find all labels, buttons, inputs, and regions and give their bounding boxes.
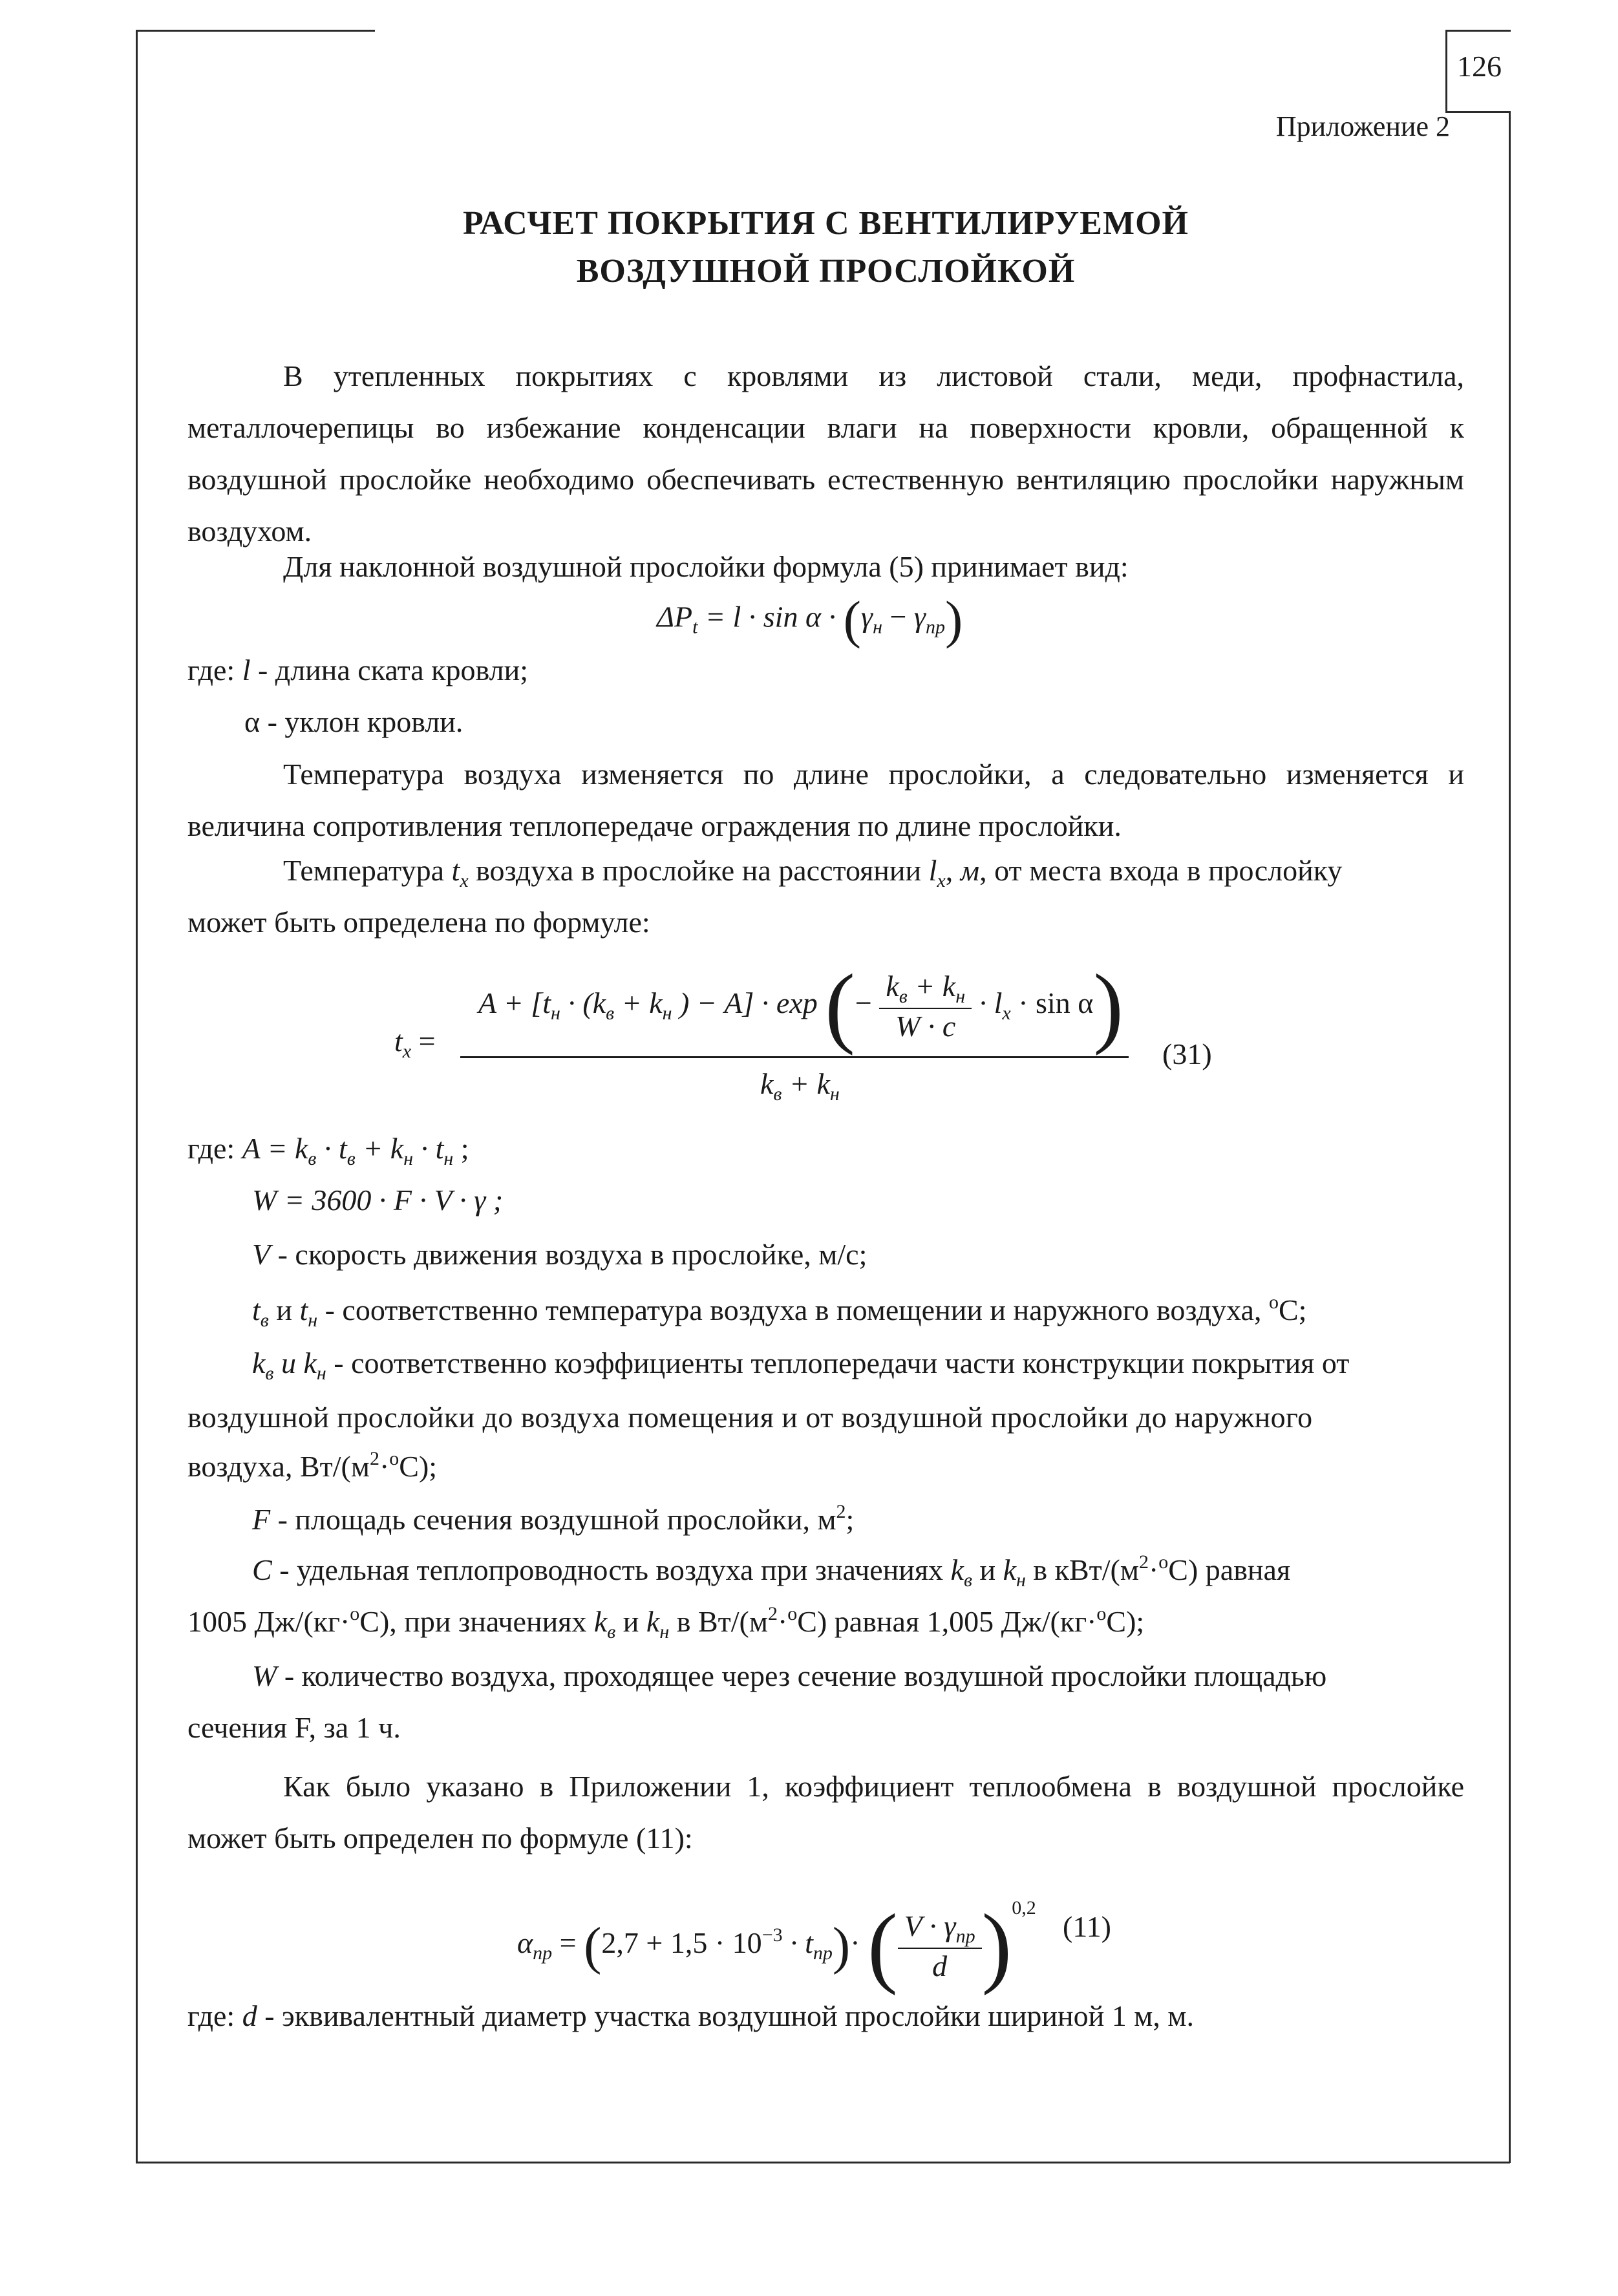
formula11-dot: · [850,1926,860,1960]
formula31-num-a-sub: н [551,1003,560,1025]
where-C-text2: в кВт/(м [1033,1553,1139,1586]
temp-tx-line2: может быть определена по формуле: [187,906,650,939]
formula31-inner-num-plus: + k [915,970,956,1003]
where-C-k1: k [950,1553,964,1586]
where-W: W = 3600 · F · V · γ ; [252,1184,504,1217]
formula31-den-sub1: в [773,1083,782,1105]
formula11-close-paren: ) [832,1916,851,1975]
page-number-box-top [1445,30,1511,32]
where-C-k3: k [593,1605,608,1638]
where-d-text: - эквивалентный диаметр участка воздушной прослойки шириной 1 м, м. [264,1999,1195,2032]
formula31-inner-num-sub1: в [899,986,908,1007]
where-t-text: - соответственно температура воздуха в помещении и наружного воздуха, [325,1293,1262,1326]
where-C-and2: и [623,1605,639,1638]
where-F-end: ; [846,1503,855,1536]
where-A-b: · t [323,1132,347,1165]
formula31-denominator [760,1067,840,1105]
formula5-open-paren: ( [843,590,861,649]
formula31-eq: = [418,1025,436,1058]
formula11-frac-open: ( [868,1896,898,1996]
formula31-lhs-t: t [394,1025,403,1058]
where-C-k3-sub: в [607,1621,616,1642]
temp-tx-symbol: t [451,854,460,887]
where-C-line2e: С) равная 1,005 Дж/(кг· [797,1605,1097,1638]
where-t-s1: t [252,1293,261,1326]
formula11-frac-close: ) [981,1896,1012,1996]
formula5-minus: − [889,600,907,633]
formula31-inner-num [879,969,972,1009]
formula11-fraction [898,1909,982,1983]
where-k-line3a: воздуха, Вт/(м [187,1450,370,1483]
where-C-k4-sub: н [659,1621,670,1642]
formula31-num-b-sub: в [606,1003,615,1025]
temp-tx-part2: воздуха в прослойке на расстоянии [476,854,922,887]
where-C-line1 [252,1551,1290,1591]
where-k-line1 [252,1346,1349,1385]
where-t-s2-sub: н [308,1310,318,1331]
where-k-line2: воздушной прослойки до воздуха помещения и от воздушной прослойки до наружного [187,1401,1313,1434]
where-k-and: и [281,1346,296,1379]
appendix-label: Приложение 2 [1275,111,1450,142]
formula31-num-a: A + [t [478,986,551,1020]
where-C-text3: С) равная [1168,1553,1291,1586]
formula11-exp: 0,2 [1012,1897,1036,1919]
where-l [187,653,528,687]
where-k-line3sup2: о [389,1448,399,1469]
where-C-sup1: 2 [1138,1551,1149,1573]
where-Wq-text: - количество воздуха, проходящее через сечение воздушной прослойки площадью [284,1659,1327,1692]
formula11-b-sub: пр [813,1942,833,1964]
where-C-line2f: С); [1106,1605,1145,1638]
where-A-s3: н [403,1148,414,1169]
where-t-unit: С; [1278,1293,1307,1326]
formula-11 [517,1894,1036,1998]
where-A-e: ; [460,1132,469,1165]
where-A-a: A = k [242,1132,308,1165]
formula5-gamma-h: γ [860,600,873,633]
formula31-inner-minus: − [855,986,872,1020]
where-Wq-symbol: W [252,1659,277,1692]
formula31-exp-open: ( [825,956,855,1056]
temp-paragraph: Температура воздуха изменяется по длине прослойки, а следовательно изменяется и величина сопротивления теплопередаче ограждения по длине прослойки. [187,758,1464,842]
formula5-gamma-pr-sub: пр [926,616,946,638]
where-l-prefix: где: [187,654,235,686]
formula11-num-text: V · γ [904,1909,956,1942]
where-k-s1-sub: в [265,1363,274,1384]
formula5-intro: Для наклонной воздушной прослойки формула (5) принимает вид: [283,550,1129,583]
temp-lx-symbol: l [928,854,937,887]
where-C-sup2: о [1158,1551,1169,1573]
where-d-prefix: где: [187,1999,235,2032]
formula31-inner-fraction [879,969,972,1043]
title-line-2: ВОЗДУШНОЙ ПРОСЛОЙКОЙ [576,253,1076,290]
formula31-number: (31) [1162,1037,1212,1070]
where-F-text: - площадь сечения воздушной прослойки, м [277,1503,836,1536]
where-C-line2sup3: о [787,1603,798,1624]
formula5-lhs: ΔP [657,600,693,633]
where-l-text: - длина ската кровли; [257,654,528,686]
formula5-gamma-pr: γ [913,600,926,633]
where-C-line2 [187,1603,1144,1643]
formula31-num-d: ) − A] · exp [679,986,818,1020]
where-C-symbol: C [252,1553,272,1586]
where-t-deg: o [1268,1292,1279,1313]
where-C-line2d: · [777,1605,788,1638]
frame-bottom-border [136,2162,1510,2163]
formula31-numerator [478,954,1123,1058]
title-line-1: РАСЧЕТ ПОКРЫТИЯ С ВЕНТИЛИРУЕМОЙ [463,205,1189,242]
where-F-symbol: F [252,1503,271,1536]
where-alpha [244,705,463,739]
where-A-s1: в [308,1148,317,1169]
temp-tx-part1: Температура [283,854,445,887]
where-C-line2c: в Вт/(м [676,1605,768,1638]
where-d [187,1999,1194,2033]
formula31-num-c: + k [621,986,663,1020]
where-k-line3b: · [379,1450,390,1483]
page-number: 126 [1457,50,1502,83]
where-t [252,1292,1306,1332]
where-C-line2sup2: 2 [767,1603,778,1624]
where-Wq-line1 [252,1659,1326,1693]
formula31-exp-close: ) [1093,956,1123,1056]
where-C-k4: k [646,1605,660,1638]
where-A-s4: н [443,1148,454,1169]
where-C-line2a: 1005 Дж/(кг· [187,1605,350,1638]
formula11-den: d [932,1950,948,1982]
where-F [252,1501,854,1536]
where-V-text: - скорость движения воздуха в прослойке, м/с; [277,1238,868,1271]
formula11-num-sub: пр [955,1926,975,1947]
formula5-close-paren: ) [945,590,963,649]
where-k-s2-sub: н [316,1363,326,1384]
where-alpha-text: - уклон кровли. [267,705,463,738]
frame-right-border [1509,111,1511,2163]
intro-paragraph: В утепленных покрытиях с кровлями из листовой стали, меди, профнастила, металлочерепицы во избежание конденсации влаги на поверхности кровли, обращенной к воздушной прослойке необходимо обеспечивать естественную вентиляцию прослойки наружным воздухом. [187,359,1464,547]
formula11-lhs: α [517,1926,533,1960]
where-k-line3c: С); [399,1450,438,1483]
where-C-k1-sub: в [963,1569,972,1591]
temp-tx-part4: , от места входа в прослойку [979,854,1343,887]
formula31-den-sub2: н [829,1083,840,1105]
where-C-dot1: · [1148,1553,1159,1586]
where-V-symbol: V [252,1238,271,1271]
temp-tx-part3: , [945,854,953,887]
formula11-num [898,1909,982,1949]
formula31-inner-tail-sub: x [1002,1003,1011,1025]
where-A-prefix: где: [187,1132,235,1165]
formula31-fraction-bar [460,1056,1129,1058]
where-t-and: и [276,1293,292,1326]
formula31-den-plus: + k [789,1067,830,1100]
where-k-line3sup1: 2 [369,1448,379,1469]
where-A-d: · t [420,1132,444,1165]
formula11-b: · t [790,1926,813,1960]
frame-top-border [136,30,375,32]
where-C-k2-sub: н [1016,1569,1026,1591]
formula11-eq: = [559,1926,577,1960]
formula31-lhs [394,1024,436,1063]
where-V [252,1237,867,1271]
formula5-gamma-h-sub: н [873,616,882,638]
formula11-open-paren: ( [584,1916,602,1975]
where-C-line2sup4: о [1096,1603,1107,1624]
where-C-and1: и [979,1553,996,1586]
where-l-symbol: l [242,654,251,686]
formula5-lhs-sub: t [692,616,698,638]
formula11-a: 2,7 + 1,5 · 10 [601,1926,762,1960]
formula31-inner-num-sub2: н [955,986,966,1007]
where-C-line2b: С), при значениях [359,1605,587,1638]
formula31-den-k: k [760,1067,774,1100]
formula31-inner-den: W · c [895,1010,956,1043]
appendix1-paragraph: Как было указано в Приложении 1, коэффициент теплообмена в воздушной прослойке может быть определен по формуле (11): [187,1770,1464,1855]
formula31-num-c-sub: н [662,1003,672,1025]
temp-tx-unit: м [960,854,980,887]
where-C-text1: - удельная теплопроводность воздуха при значениях [279,1553,944,1586]
where-k-s1: k [252,1346,266,1379]
where-k-line3 [187,1448,437,1483]
formula31-num-b: · (k [568,986,606,1020]
formula11-a-sup: −3 [761,1924,783,1946]
formula31-inner-tail: · l [979,986,1003,1020]
where-C-k2: k [1003,1553,1017,1586]
formula-5 [657,590,963,650]
where-alpha-symbol: α [244,705,261,738]
formula5-rhs: = l · sin α · [705,600,836,633]
temp-tx-line1 [283,853,1342,892]
where-t-s2: t [299,1293,308,1326]
temp-lx-sub: x [937,870,946,891]
where-A-s2: в [346,1148,356,1169]
formula11-number: (11) [1063,1910,1111,1943]
where-A-c: + k [363,1132,404,1165]
where-Wq-line2: сечения F, за 1 ч. [187,1711,401,1744]
formula11-lhs-sub: пр [533,1942,553,1964]
where-k-s2: k [303,1346,317,1379]
where-k-text: - соответственно коэффициенты теплопередачи части конструкции покрытия от [334,1346,1350,1379]
formula31-inner-num-k: k [886,970,899,1003]
formula31-lhs-sub: x [402,1041,412,1062]
where-d-symbol: d [242,1999,257,2032]
formula31-inner-sin: · sin α [1018,986,1094,1020]
where-F-sup: 2 [836,1501,846,1522]
temp-tx-sub: x [460,870,469,891]
frame-left-border [136,30,138,2163]
where-C-line2sup1: о [350,1603,360,1624]
where-t-s1-sub: в [260,1310,269,1331]
where-A [187,1131,469,1170]
